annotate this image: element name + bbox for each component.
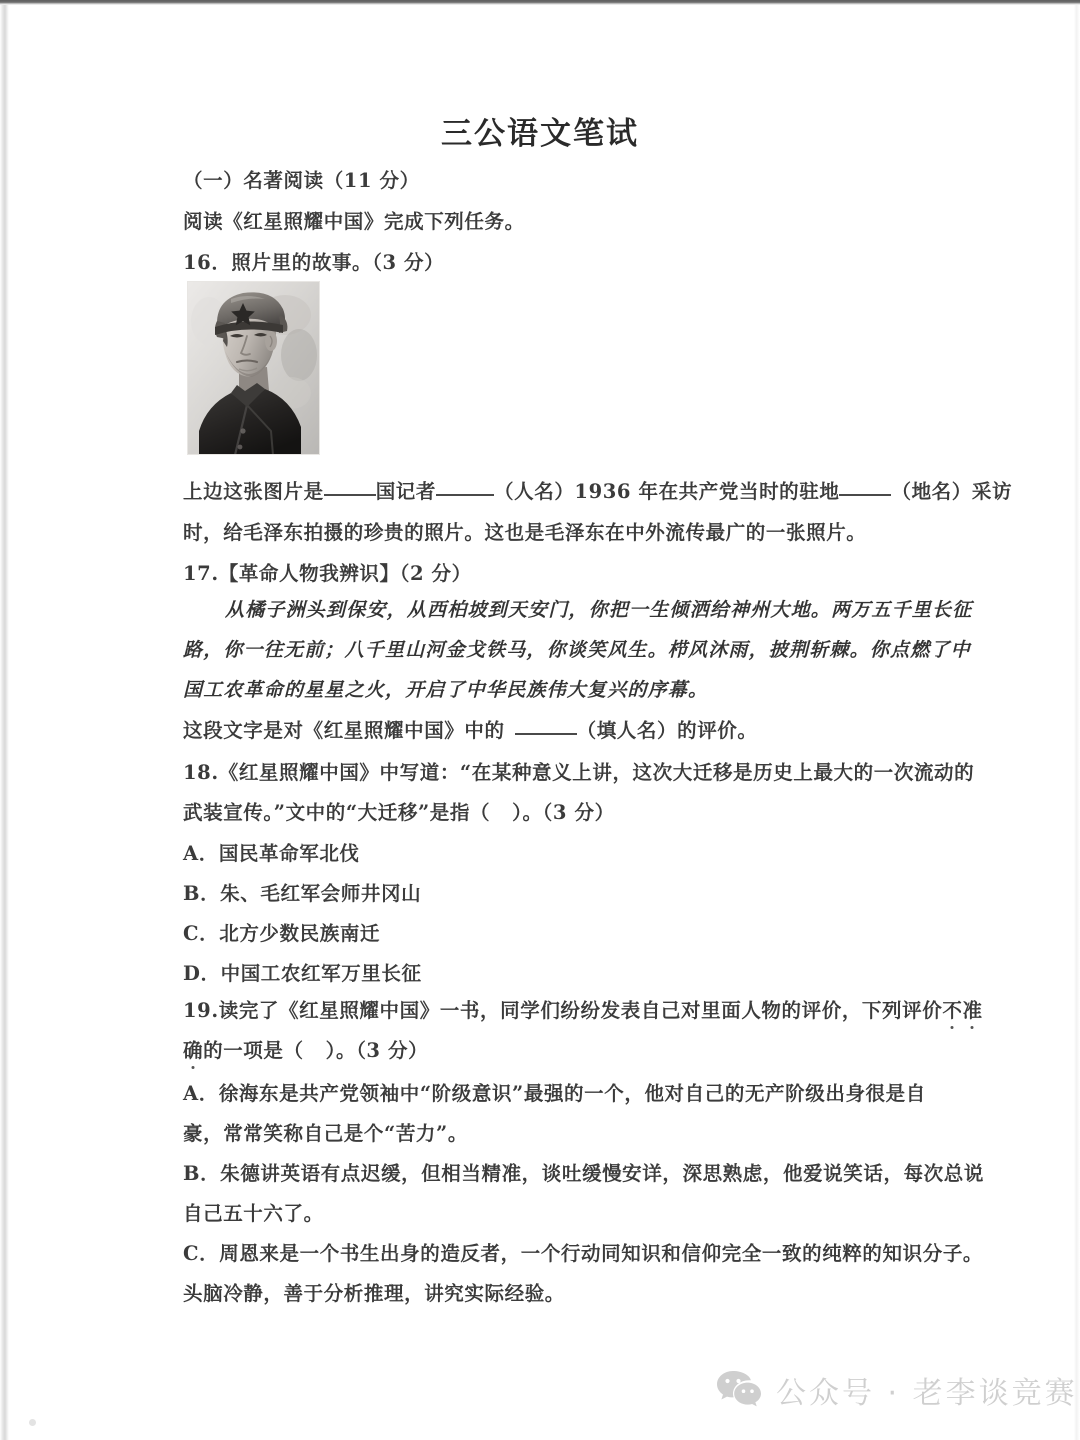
mao-zedong-portrait-photo: [187, 281, 320, 455]
q17-text-a: 这段文字是对《红星照耀中国》中的: [183, 719, 505, 742]
watermark-text: 公众号 · 老李谈竞赛: [776, 1376, 1078, 1411]
question-19-option-a-line-1[interactable]: A．徐海东是共产党领袖中“阶级意识”最强的一个，他对自己的无产阶级出身很是自: [183, 1082, 926, 1105]
question-18-option-c[interactable]: C．北方少数民族南迁: [183, 922, 381, 945]
question-17-prompt: 17.【革命人物我辨识】（2 分）: [183, 562, 472, 585]
question-19-option-b-line-1[interactable]: B．朱德讲英语有点迟缓，但相当精准，谈吐缓慢安详，深思熟虑，他爱说笑话，每次总说: [183, 1162, 984, 1185]
q19-stem-a: 19.读完了《红星照耀中国》一书，同学们纷纷发表自己对里面人物的评价，下列评价: [183, 999, 943, 1022]
blank-person-name: [436, 494, 494, 496]
question-19-option-a-line-2[interactable]: 豪，常常笑称自己是个“苦力”。: [183, 1122, 468, 1145]
caption-text-c: （人名）1936 年在共产党当时的驻地: [494, 480, 840, 503]
question-19-option-c-line-2[interactable]: 头脑冷静，善于分析推理，讲究实际经验。: [183, 1282, 565, 1305]
question-19-stem-line-1: [183, 995, 983, 1023]
question-19-option-b-line-2[interactable]: 自己五十六了。: [183, 1202, 324, 1225]
caption-text-b: 国记者: [375, 480, 437, 503]
question-16-prompt: 16．照片里的故事。（3 分）: [183, 251, 445, 274]
question-17-fill-in: [183, 715, 905, 743]
question-17-poem-line-2: 路，你一往无前；八千里山河金戈铁马，你谈笑风生。栉风沐雨，披荆斩棘。你点燃了中: [183, 639, 971, 661]
blank-place-name: [839, 494, 891, 496]
question-18-stem-line-1: 18.《红星照耀中国》中写道：“在某种意义上讲，这次大迁移是历史上最大的一次流动的: [183, 761, 975, 784]
q19-emphasis-que: 确: [183, 1039, 204, 1062]
q17-text-b: （填人名）的评价。: [576, 719, 758, 742]
question-19-option-c-line-1[interactable]: C．周恩来是一个书生出身的造反者，一个行动同知识和信仰完全一致的纯粹的知识分子。: [183, 1242, 984, 1265]
page-title: 三公语文笔试: [441, 116, 639, 152]
question-18-option-a[interactable]: A．国民革命军北伐: [183, 842, 360, 865]
blank-nationality: [324, 494, 376, 496]
question-18-option-d[interactable]: D．中国工农红军万里长征: [183, 962, 422, 985]
q19-stem-c: ）。（3 分）: [325, 1039, 429, 1062]
question-18-option-b[interactable]: B．朱、毛红军会师井冈山: [183, 882, 422, 905]
question-19-stem-line-2: [183, 1035, 905, 1063]
question-17-poem-line-1: 从橘子洲头到保安，从西柏坡到天安门，你把一生倾洒给神州大地。两万五千里长征: [225, 599, 973, 621]
question-16-caption-line-2: 时，给毛泽东拍摄的珍贵的照片。这也是毛泽东在中外流传最广的一张照片。: [183, 521, 867, 544]
q18-stem-a: 武装宣传。”文中的“大迁移”是指（: [183, 801, 491, 824]
q19-emphasis-bu: 不: [942, 999, 963, 1022]
caption-text-d: （地名）采访: [891, 480, 1013, 503]
wechat-watermark: [716, 1368, 1078, 1412]
section-heading: （一）名著阅读（11 分）: [183, 169, 420, 192]
q19-emphasis-zhun: 准: [962, 999, 983, 1022]
wechat-icon: [716, 1368, 762, 1412]
question-17-poem-line-3: 国工农革命的星星之火，开启了中华民族伟大复兴的序幕。: [183, 679, 709, 701]
section-intro: 阅读《红星照耀中国》完成下列任务。: [183, 210, 525, 233]
blank-character-name: [515, 733, 577, 735]
caption-text-a: 上边这张图片是: [183, 480, 324, 503]
q18-stem-b: ）。（3 分）: [512, 801, 615, 824]
q19-stem-b: 的一项是（: [203, 1039, 304, 1062]
question-16-caption-line-1: [183, 476, 1013, 504]
question-18-stem-line-2: [183, 797, 905, 825]
